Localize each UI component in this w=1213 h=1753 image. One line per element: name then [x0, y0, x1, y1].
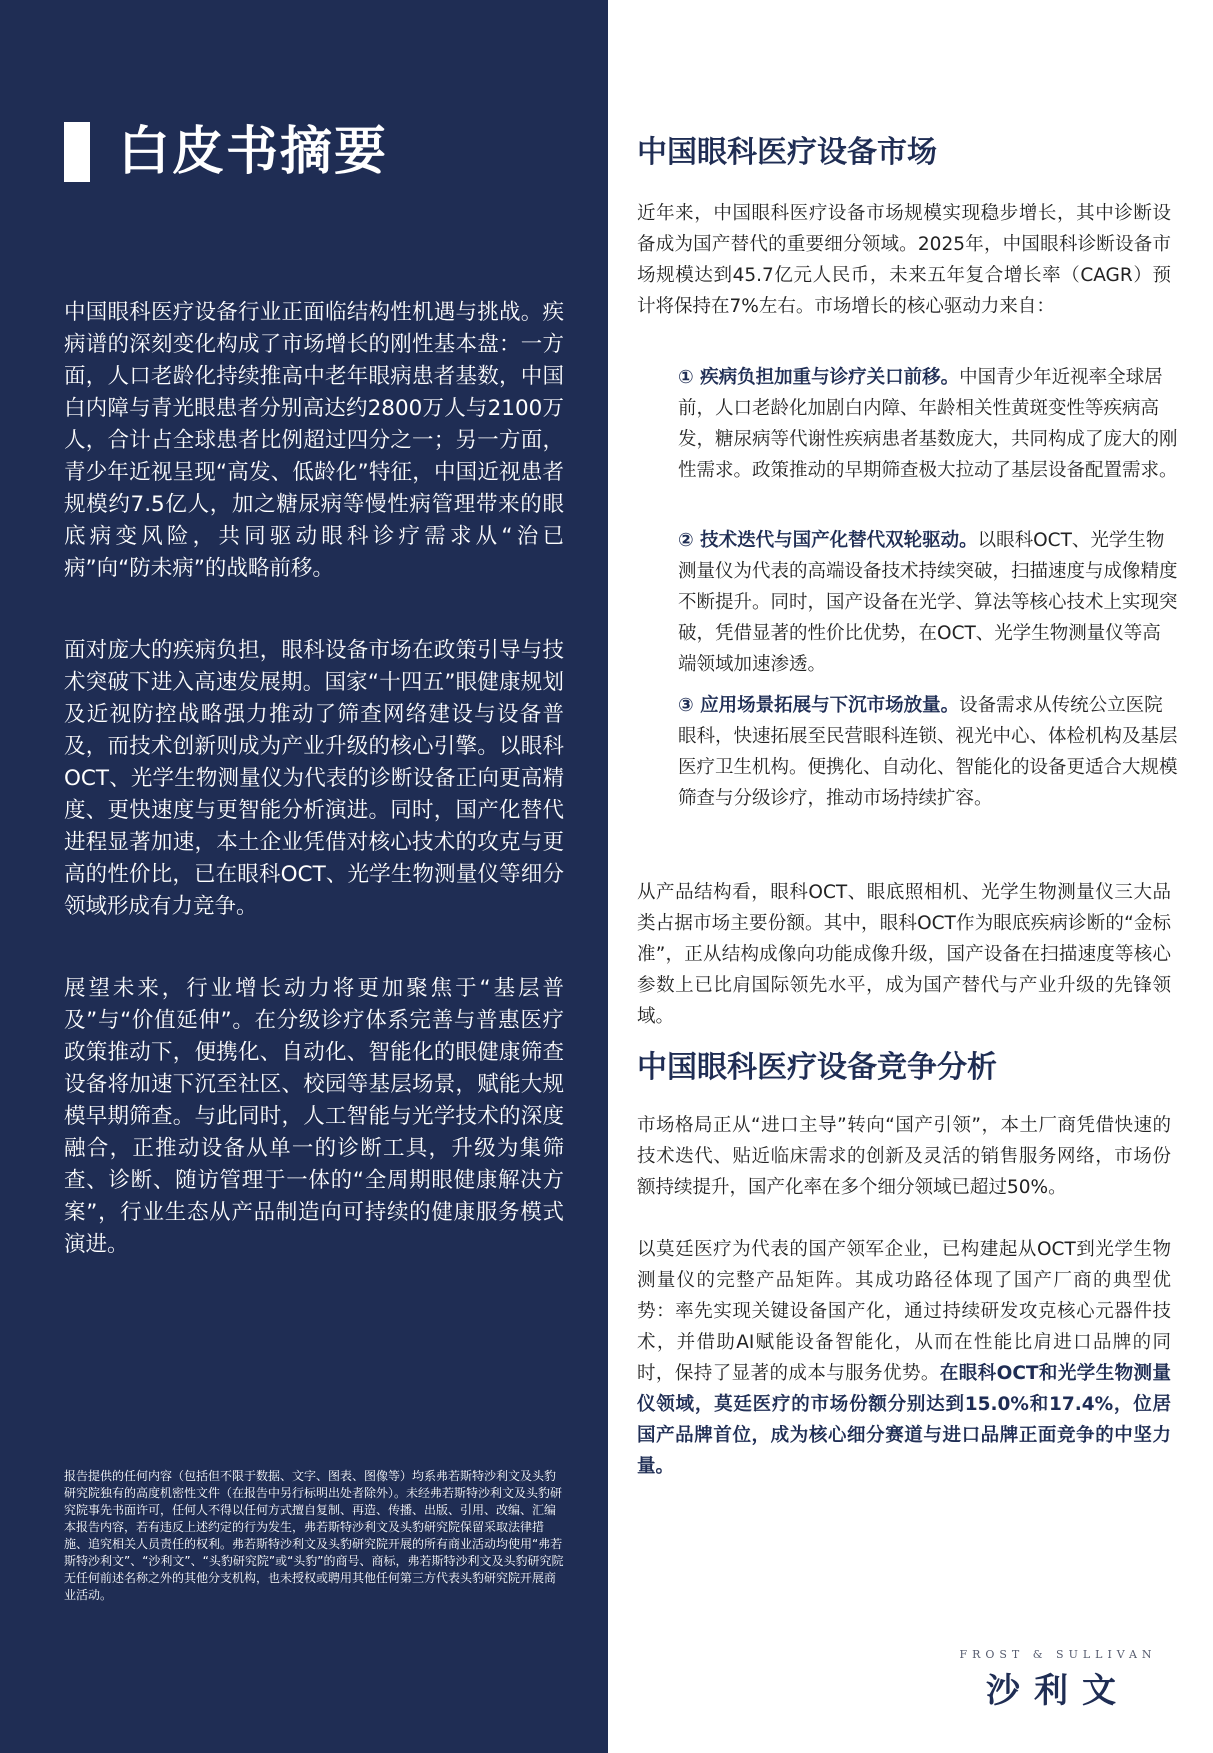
disclaimer-text: 报告提供的任何内容（包括但不限于数据、文字、图表、图像等）均系弗若斯特沙利文及头豹研究院独有的高度机密性文件（在报告中另行标明出处者除外）。未经弗若斯特沙利文及头豹研究院事先书面许可，任何人不得以任何方式擅自复制、再造、传播、出版、引用、改编、汇编本报告内容，若有违反上述约定的行为发生，弗若斯特沙利文及头豹研究院保留采取法律措施、追究相关人员责任的权利。弗若斯特沙利文及头豹研究院开展的所有商业活动均使用“弗若斯特沙利文”、“沙利文”、“头豹研究院”或“头豹”的商号、商标，弗若斯特沙利文及头豹研究院无任何前述名称之外的其他分支机构，也未授权或聘用其他任何第三方代表头豹研究院开展商业活动。 [64, 1469, 564, 1602]
driver-item-text: 以眼科OCT、光学生物测量仪为代表的高端设备技术持续突破，扫描速度与成像精度不断提升。同时，国产设备在光学、算法等核心技术上实现突破，凭借显著的性价比优势，在OCT、光学生物测量仪等高端领域加速渗透。 [678, 530, 1178, 675]
driver-item-text: 设备需求从传统公立医院眼科，快速拓展至民营眼科连锁、视光中心、体检机构及基层医疗卫生机构。便携化、自动化、智能化的设备更适合大规模筛查与分级诊疗，推动市场持续扩容。 [678, 695, 1178, 809]
summary-paragraph-2: 面对庞大的疾病负担，眼科设备市场在政策引导与技术突破下进入高速发展期。国家“十四五”眼健康规划及近视防控战略强力推动了筛查网络建设与设备普及，而技术创新则成为产业升级的核心引擎。以眼科OCT、光学生物测量仪为代表的诊断设备正向更高精度、更快速度与更智能分析演进。同时，国产化替代进程显著加速，本土企业凭借对核心技术的攻克与更高的性价比，已在眼科OCT、光学生物测量仪等细分领域形成有力竞争。 [64, 638, 564, 919]
competition-highlight: 在眼科OCT和光学生物测量仪领域，莫廷医疗的市场份额分别达到15.0%和17.4%，位居国产品牌首位，成为核心细分赛道与进口品牌正面竞争的中坚力量。 [637, 1363, 1171, 1477]
section-heading-competition: 中国眼科医疗设备竞争分析 [637, 1050, 997, 1085]
driver-item-2 [678, 525, 1178, 680]
competition-paragraph-2 [637, 1234, 1171, 1482]
driver-item-title: ③ 应用场景拓展与下沉市场放量。 [678, 695, 960, 716]
competition-paragraph-1: 市场格局正从“进口主导”转向“国产引领”，本土厂商凭借快速的技术迭代、贴近临床需求的创新及灵活的销售服务网络，市场份额持续提升，国产化率在多个细分领域已超过50%。 [637, 1115, 1171, 1198]
title-block [64, 122, 388, 182]
driver-item-1 [678, 362, 1178, 486]
logo-chinese-text: 沙利文 [986, 1671, 1130, 1711]
market-paragraph-1: 近年来，中国眼科医疗设备市场规模实现稳步增长，其中诊断设备成为国产替代的重要细分领域。2025年，中国眼科诊断设备市场规模达到45.7亿元人民币，未来五年复合增长率（CAGR）预计将保持在7%左右。市场增长的核心驱动力来自： [637, 203, 1171, 317]
driver-item-title: ① 疾病负担加重与诊疗关口前移。 [678, 367, 960, 388]
driver-item-3 [678, 690, 1178, 814]
page-title: 白皮书摘要 [118, 122, 389, 182]
logo-english-text: FROST & SULLIVAN [959, 1648, 1157, 1661]
right-panel [608, 0, 1213, 1753]
competition-text: 以莫廷医疗为代表的国产领军企业，已构建起从OCT到光学生物测量仪的完整产品矩阵。其成功路径体现了国产厂商的典型优势：率先实现关键设备国产化，通过持续研发攻克核心元器件技术，并借助AI赋能设备智能化，从而在性能比肩进口品牌的同时，保持了显著的成本与服务优势。 [637, 1239, 1171, 1384]
market-paragraph-2: 从产品结构看，眼科OCT、眼底照相机、光学生物测量仪三大品类占据市场主要份额。其中，眼科OCT作为眼底疾病诊断的“金标准”，正从结构成像向功能成像升级，国产设备在扫描速度等核心参数上已比肩国际领先水平，成为国产替代与产业升级的先锋领域。 [637, 882, 1171, 1027]
driver-item-title: ② 技术迭代与国产化替代双轮驱动。 [678, 530, 978, 551]
driver-item-text: 中国青少年近视率全球居前，人口老龄化加剧白内障、年龄相关性黄斑变性等疾病高发，糖尿病等代谢性疾病患者基数庞大，共同构成了庞大的刚性需求。政策推动的早期筛查极大拉动了基层设备配置需求。 [678, 367, 1178, 481]
title-accent-bar [64, 122, 90, 182]
frost-sullivan-logo [938, 1648, 1178, 1712]
summary-paragraph-3: 展望未来，行业增长动力将更加聚焦于“基层普及”与“价值延伸”。在分级诊疗体系完善与普惠医疗政策推动下，便携化、自动化、智能化的眼健康筛查设备将加速下沉至社区、校园等基层场景，赋能大规模早期筛查。与此同时，人工智能与光学技术的深度融合，正推动设备从单一的诊断工具，升级为集筛查、诊断、随访管理于一体的“全周期眼健康解决方案”，行业生态从产品制造向可持续的健康服务模式演进。 [64, 976, 564, 1257]
summary-paragraph-1: 中国眼科医疗设备行业正面临结构性机遇与挑战。疾病谱的深刻变化构成了市场增长的刚性基本盘：一方面，人口老龄化持续推高中老年眼病患者基数，中国白内障与青光眼患者分别高达约2800万人与2100万人，合计占全球患者比例超过四分之一；另一方面，青少年近视呈现“高发、低龄化”特征，中国近视患者规模约7.5亿人，加之糖尿病等慢性病管理带来的眼底病变风险，共同驱动眼科诊疗需求从“治已病”向“防未病”的战略前移。 [64, 300, 564, 581]
section-heading-market: 中国眼科医疗设备市场 [637, 135, 937, 170]
